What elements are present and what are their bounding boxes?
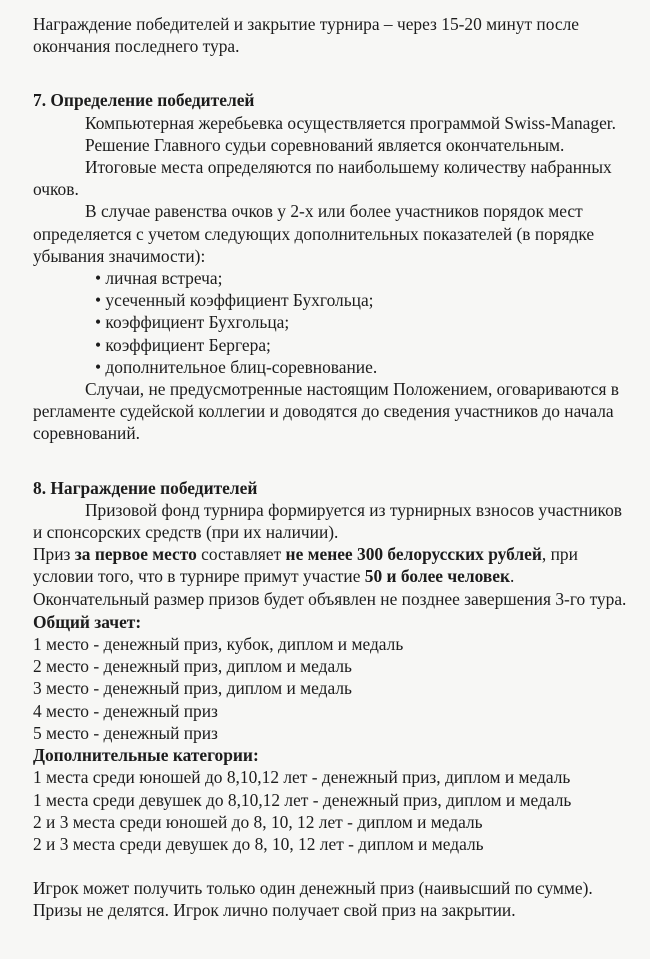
first-prize-part: составляет [196,544,286,565]
overall-prize-item: 3 место - денежный приз, диплом и медаль [33,678,352,699]
participants-emphasis: 50 и более человек [364,566,511,587]
overall-standings-heading: Общий зачет: [33,611,142,632]
first-prize-part: Приз [33,544,75,565]
prize-fund-text: Призовой фонд турнира формируется из турнирных взносов участников и спонсорских средств (при их наличии). [33,499,622,543]
section-8-heading: 8. Награждение победителей [33,477,258,498]
first-prize-part: . [510,566,515,587]
overall-prize-item: 5 место - денежный приз [33,722,218,743]
single-prize-note: Игрок может получить только один денежный приз (наивысший по сумме). Призы не делятся. Игрок лично получает свой приз на закрытии. [33,878,593,921]
prize-amount-emphasis: не менее 300 белорусских рублей [285,544,542,565]
unforeseen-cases-text: Случаи, не предусмотренные настоящим Положением, оговариваются в регламенте судейской коллегии и доводятся до сведения участников до начала соревнований. [33,379,620,444]
extra-category-item: 2 и 3 места среди юношей до 8, 10, 12 лет - диплом и медаль [33,811,483,832]
tiebreak-item: • коэффициент Бухгольца; [95,312,290,333]
overall-prize-item: 4 место - денежный приз [33,700,218,721]
tiebreak-item: • коэффициент Бергера; [95,334,271,355]
tiebreak-intro-text: В случае равенства очков у 2-х или более участников порядок мест определяется с учетом следующих дополнительных показателей (в порядке убывания значимости): [33,201,595,266]
spacer [33,855,633,877]
overall-prize-item: 1 место - денежный приз, кубок, диплом и медаль [33,634,404,655]
tiebreak-item: • личная встреча; [95,268,223,289]
spacer [33,445,633,477]
chief-arbiter-text: Решение Главного судьи соревнований является окончательным. [85,134,565,155]
extra-category-item: 2 и 3 места среди девушек до 8, 10, 12 лет - диплом и медаль [33,833,484,854]
final-prize-size-text: Окончательный размер призов будет объявлен не позднее завершения 3-го тура. [33,588,627,609]
overall-prize-item: 2 место - денежный приз, диплом и медаль [33,656,352,677]
pairing-software-text: Компьютерная жеребьевка осуществляется программой Swiss-Manager. [85,112,616,133]
tiebreak-item: • дополнительное блиц-соревнование. [95,356,378,377]
extra-categories-heading: Дополнительные категории: [33,745,259,766]
closing-ceremony-text: Награждение победителей и закрытие турнира – через 15-20 минут после окончания последнего тура. [33,14,579,57]
first-prize-part: , при условии того, что в турнире примут участие [33,544,578,587]
first-prize-text [33,543,633,587]
final-places-text: Итоговые места определяются по наибольшему количеству набранных очков. [33,157,612,200]
section-7-heading: 7. Определение победителей [33,90,255,111]
extra-category-item: 1 места среди девушек до 8,10,12 лет - денежный приз, диплом и медаль [33,789,572,810]
first-place-emphasis: за первое место [74,544,197,565]
spacer [33,57,633,89]
tiebreak-item: • усеченный коэффициент Бухгольца; [95,290,374,311]
extra-category-item: 1 места среди юношей до 8,10,12 лет - денежный приз, диплом и медаль [33,767,571,788]
